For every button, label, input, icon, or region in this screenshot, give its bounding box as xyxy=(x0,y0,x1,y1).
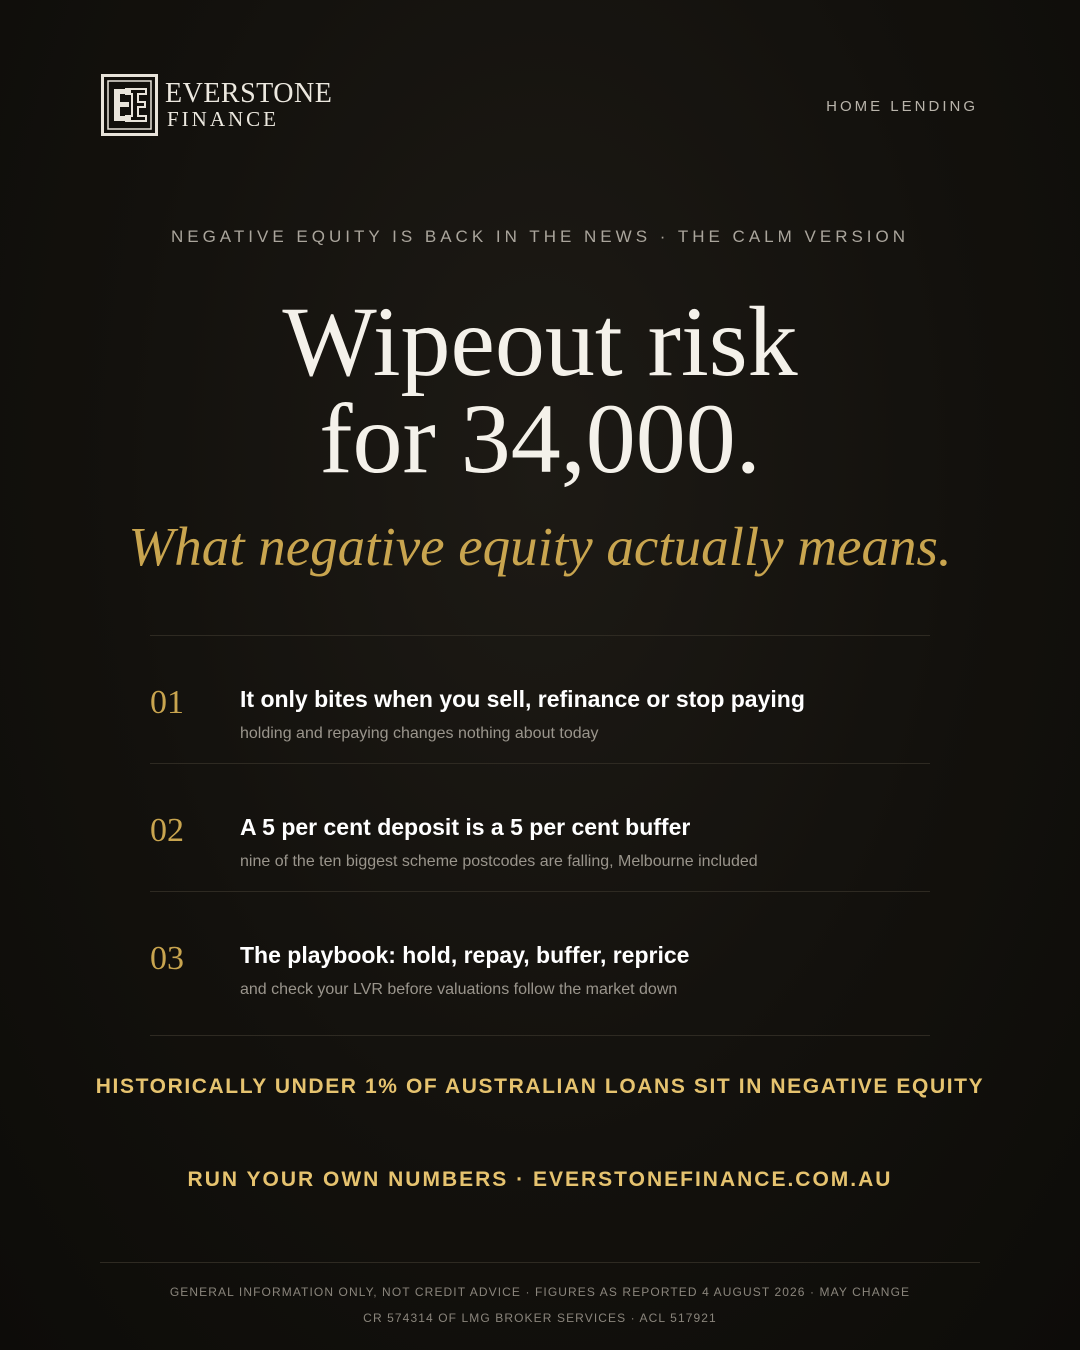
divider xyxy=(150,891,930,892)
logo-monogram-icon xyxy=(101,74,158,136)
headline-line-2: for 34,000. xyxy=(319,383,761,494)
item-subtitle: and check your LVR before valuations follow the market down xyxy=(240,981,678,998)
brand-name: EVERSTONE xyxy=(165,78,333,109)
headline-line-1: Wipeout risk xyxy=(282,286,798,397)
stat-callout: HISTORICALLY UNDER 1% OF AUSTRALIAN LOANS SIT IN NEGATIVE EQUITY xyxy=(95,1075,985,1098)
kicker-text: NEGATIVE EQUITY IS BACK IN THE NEWS · THE CALM VERSION xyxy=(170,227,910,246)
item-title: It only bites when you sell, refinance or stop paying xyxy=(240,686,805,712)
item-title: The playbook: hold, repay, buffer, reprice xyxy=(240,942,690,968)
item-number: 01 xyxy=(150,684,184,721)
divider xyxy=(150,635,930,636)
item-number: 03 xyxy=(150,940,184,977)
footer-divider xyxy=(100,1262,980,1263)
brand-subname: FINANCE xyxy=(167,107,280,131)
cta-link[interactable]: RUN YOUR OWN NUMBERS · EVERSTONEFINANCE.COM.AU xyxy=(187,1168,893,1191)
item-title: A 5 per cent deposit is a 5 per cent buffer xyxy=(240,814,691,840)
footer-disclaimer: GENERAL INFORMATION ONLY, NOT CREDIT ADVICE · FIGURES AS REPORTED 4 AUGUST 2026 · MAY CHANGE xyxy=(169,1285,911,1299)
brand-logo[interactable] xyxy=(101,74,332,136)
item-subtitle: nine of the ten biggest scheme postcodes are falling, Melbourne included xyxy=(240,853,758,870)
subheadline: What negative equity actually means. xyxy=(128,516,952,577)
divider xyxy=(150,763,930,764)
footer-licence: CR 574314 OF LMG BROKER SERVICES · ACL 517921 xyxy=(363,1311,717,1325)
item-number: 02 xyxy=(150,812,184,849)
headline xyxy=(0,286,1080,494)
logo-wordmark xyxy=(165,80,332,130)
item-subtitle: holding and repaying changes nothing about today xyxy=(240,725,599,742)
divider xyxy=(150,1035,930,1036)
nav-home-lending[interactable]: HOME LENDING xyxy=(826,98,978,115)
